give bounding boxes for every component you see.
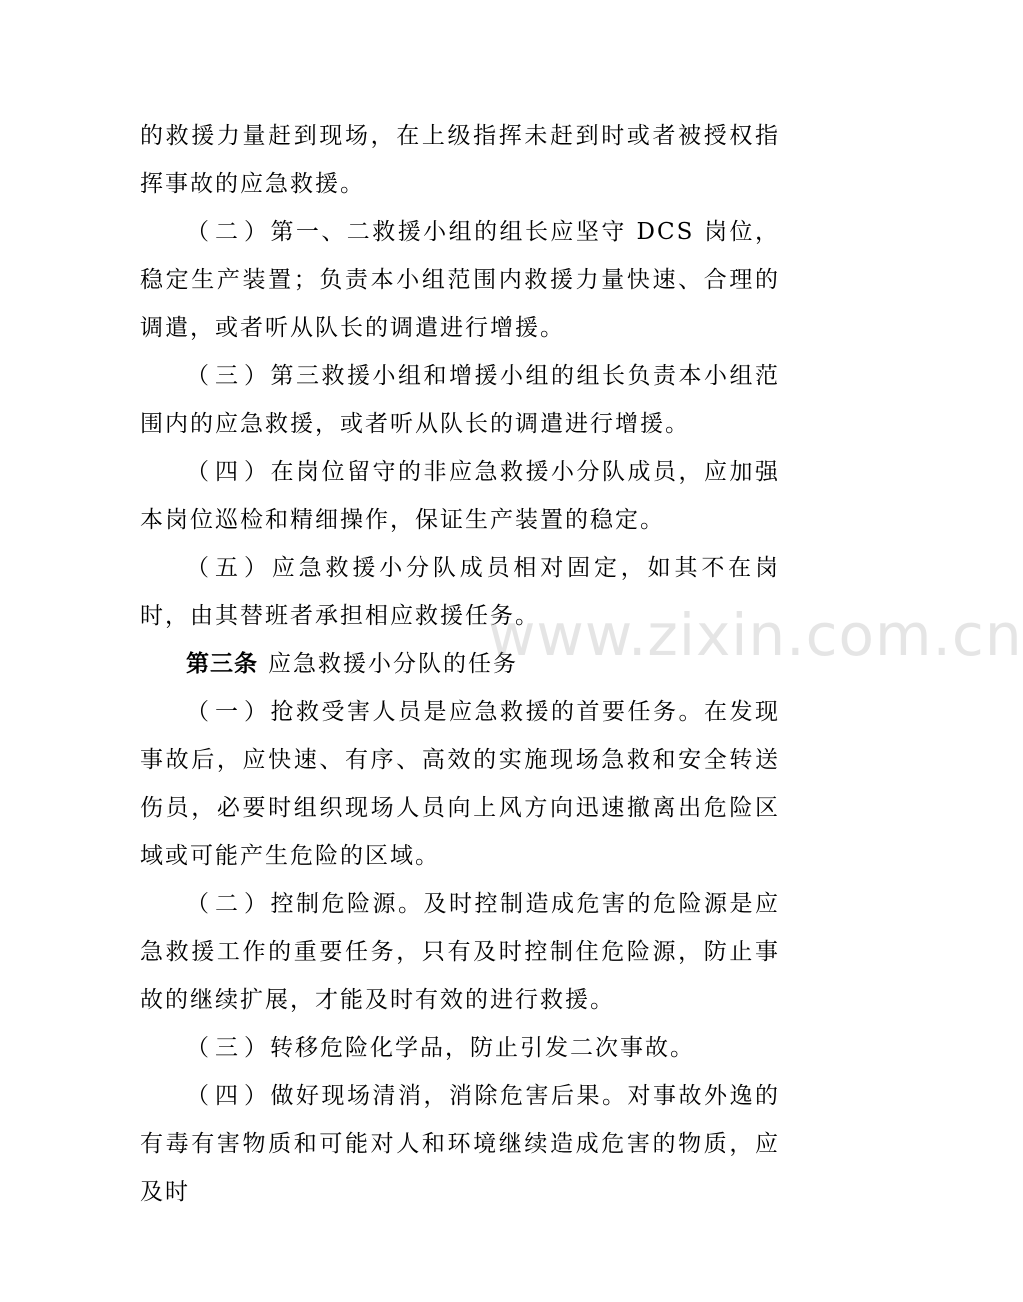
paragraph-item-4 bbox=[140, 448, 780, 544]
item-number: （四） bbox=[186, 459, 273, 485]
article-heading bbox=[140, 640, 780, 688]
item-number: （二） bbox=[186, 891, 273, 917]
item-number: （三） bbox=[186, 1035, 273, 1061]
task-item-4 bbox=[140, 1072, 780, 1216]
item-number: （二） bbox=[186, 219, 273, 245]
item-number: （一） bbox=[186, 699, 273, 725]
paragraph-continued bbox=[140, 112, 780, 208]
item-number: （三） bbox=[186, 363, 273, 389]
item-number: （四） bbox=[186, 1083, 273, 1109]
paragraph-item-3 bbox=[140, 352, 780, 448]
paragraph-text: 抢救受害人员是应急救援的首要任务。在发现事故后，应快速、有序、高效的实施现场急救和安全转送伤员，必要时组织现场人员向上风方向迅速撤离出危险区域或可能产生危险的区域。 bbox=[140, 699, 780, 869]
article-label: 第三条 bbox=[186, 651, 258, 677]
paragraph-text: 转移危险化学品，防止引发二次事故。 bbox=[270, 1035, 695, 1061]
item-number: （五） bbox=[186, 555, 273, 581]
paragraph-item-2 bbox=[140, 208, 780, 352]
paragraph-text: 的救援力量赶到现场，在上级指挥未赶到时或者被授权指挥事故的应急救援。 bbox=[140, 123, 780, 197]
task-item-2 bbox=[140, 880, 780, 1024]
watermark: www.zixin.com.cn bbox=[488, 601, 1023, 669]
paragraph-text: 第三救援小组和增援小组的组长负责本小组范围内的应急救援，或者听从队长的调遣进行增援。 bbox=[140, 363, 780, 437]
paragraph-text: 在岗位留守的非应急救援小分队成员，应加强本岗位巡检和精细操作，保证生产装置的稳定。 bbox=[140, 459, 780, 533]
paragraph-text: 做好现场清消，消除危害后果。对事故外逸的有毒有害物质和可能对人和环境继续造成危害的物质，应及时 bbox=[140, 1083, 780, 1205]
paragraph-text: 控制危险源。及时控制造成危害的危险源是应急救援工作的重要任务，只有及时控制住危险源，防止事故的继续扩展，才能及时有效的进行救援。 bbox=[140, 891, 780, 1013]
task-item-3 bbox=[140, 1024, 780, 1072]
paragraph-item-5 bbox=[140, 544, 780, 640]
paragraph-text: 应急救援小分队成员相对固定，如其不在岗时，由其替班者承担相应救援任务。 bbox=[140, 555, 780, 629]
task-item-1 bbox=[140, 688, 780, 880]
article-title: 应急救援小分队的任务 bbox=[268, 651, 518, 677]
paragraph-text: 第一、二救援小组的组长应坚守 DCS 岗位，稳定生产装置；负责本小组范围内救援力量快速、合理的调遣，或者听从队长的调遣进行增援。 bbox=[140, 219, 780, 341]
document-body bbox=[140, 112, 780, 1216]
